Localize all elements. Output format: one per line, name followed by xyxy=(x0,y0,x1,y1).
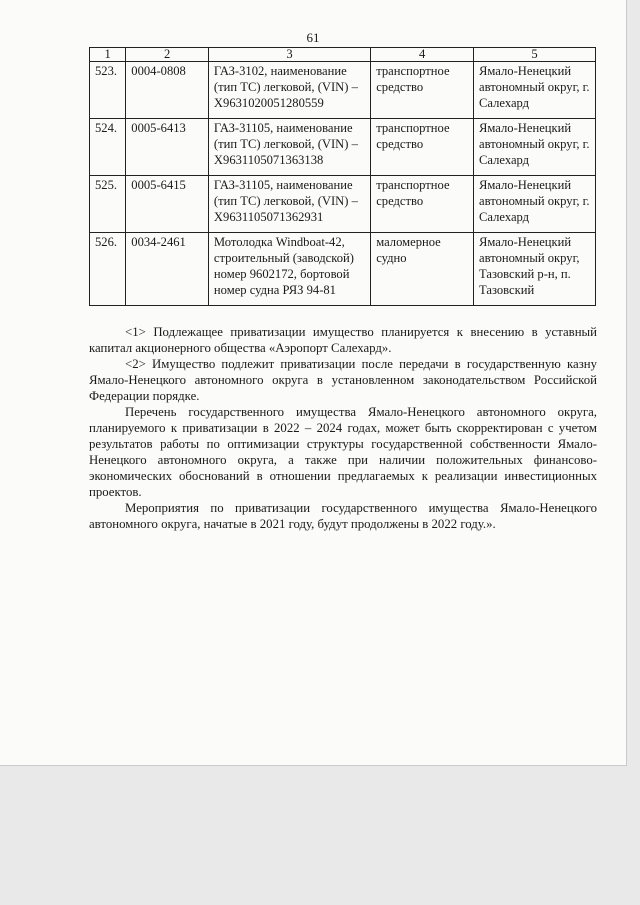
property-name: ГАЗ-31105, наименование (тип ТС) легковой, (VIN) – X9631105071362931 xyxy=(208,176,370,233)
registry-code: 0034-2461 xyxy=(126,233,209,306)
property-name: ГАЗ-3102, наименование (тип ТС) легковой, (VIN) – X9631020051280559 xyxy=(208,62,370,119)
footnote-1: <1> Подлежащее приватизации имущество планируется к внесению в уставный капитал акционерного общества «Аэропорт Салехард». xyxy=(89,325,597,355)
registry-code: 0004-0808 xyxy=(126,62,209,119)
property-location: Ямало-Ненецкий автономный округ, г. Салехард xyxy=(474,176,596,233)
table-header-row xyxy=(90,48,596,62)
property-type: транспортное средство xyxy=(371,62,474,119)
document-body xyxy=(89,324,597,532)
property-table xyxy=(89,47,596,306)
property-location: Ямало-Ненецкий автономный округ, г. Салехард xyxy=(474,62,596,119)
property-location: Ямало-Ненецкий автономный округ, г. Салехард xyxy=(474,119,596,176)
registry-code: 0005-6413 xyxy=(126,119,209,176)
property-type: транспортное средство xyxy=(371,176,474,233)
table-row xyxy=(90,119,596,176)
column-header-2: 2 xyxy=(126,48,209,62)
paragraph-continuation: Мероприятия по приватизации государственного имущества Ямало-Ненецкого автономного округа, начатые в 2021 году, будут продолжены в 2022 году.». xyxy=(89,501,597,531)
column-header-5: 5 xyxy=(474,48,596,62)
row-number: 525. xyxy=(90,176,126,233)
row-number: 524. xyxy=(90,119,126,176)
page-number: 61 xyxy=(306,30,320,45)
property-name: ГАЗ-31105, наименование (тип ТС) легковой, (VIN) – X9631105071363138 xyxy=(208,119,370,176)
column-header-1: 1 xyxy=(90,48,126,62)
column-header-3: 3 xyxy=(208,48,370,62)
property-location: Ямало-Ненецкий автономный округ, Тазовский р-н, п. Тазовский xyxy=(474,233,596,306)
footnote-2: <2> Имущество подлежит приватизации после передачи в государственную казну Ямало-Ненецкого автономного округа в установленном законодательством Российской Федерации порядке. xyxy=(89,357,597,403)
row-number: 523. xyxy=(90,62,126,119)
column-header-4: 4 xyxy=(371,48,474,62)
table-row xyxy=(90,176,596,233)
property-type: маломерное судно xyxy=(371,233,474,306)
table-row xyxy=(90,233,596,306)
row-number: 526. xyxy=(90,233,126,306)
registry-code: 0005-6415 xyxy=(126,176,209,233)
property-name: Мотолодка Windboat-42, строительный (заводской) номер 9602172, бортовой номер судна РЯЗ 94-81 xyxy=(208,233,370,306)
property-type: транспортное средство xyxy=(371,119,474,176)
paragraph-list-adjustment: Перечень государственного имущества Ямало-Ненецкого автономного округа, планируемого к приватизации в 2022 – 2024 годах, может быть скорректирован с учетом результатов работы по оптимизации структуры государственной собственности Ямало-Ненецкого автономного округа, а также при наличии положительных финансово-экономических обоснований в отношении предлагаемых к реализации инвестиционных проектов. xyxy=(89,405,597,499)
table-row xyxy=(90,62,596,119)
